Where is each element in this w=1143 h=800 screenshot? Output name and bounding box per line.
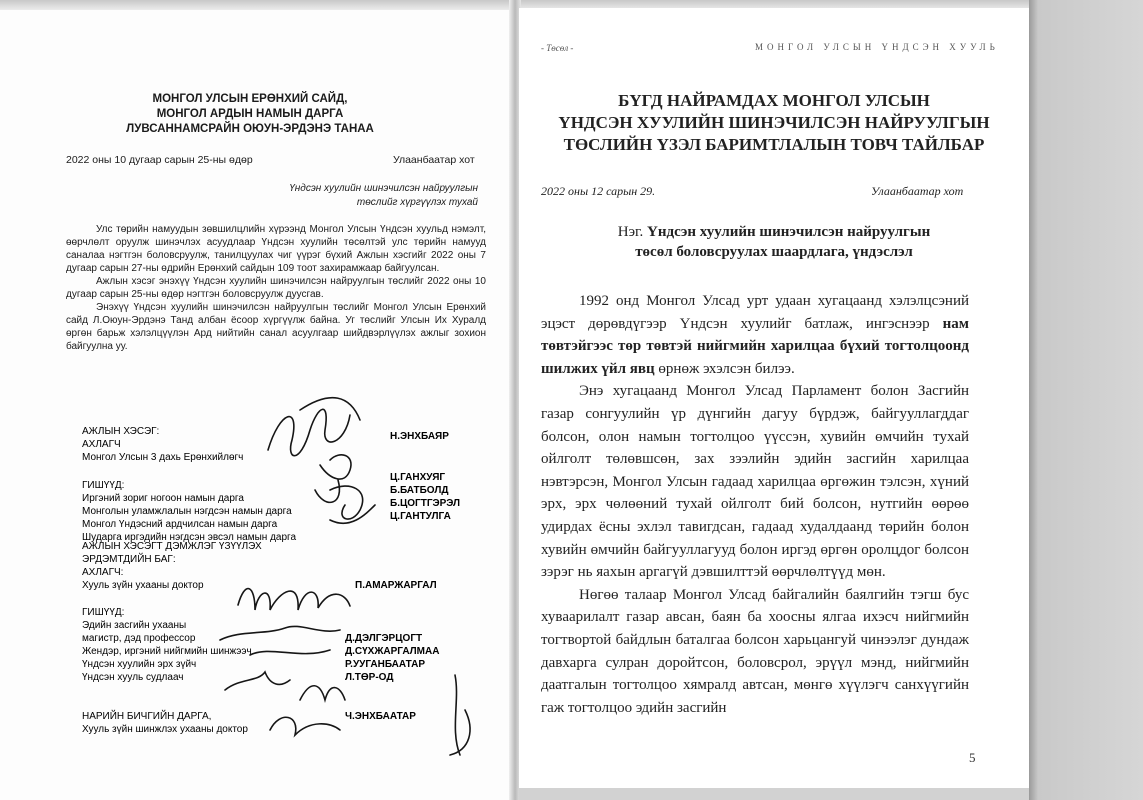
page-number: 5	[969, 750, 976, 765]
section-heading	[519, 222, 1029, 262]
header-line: МОНГОЛ АРДЫН НАМЫН ДАРГА	[156, 108, 344, 120]
group2-members-label: ГИШҮҮД:	[82, 607, 125, 618]
title-line: ТӨСЛИЙН ҮЗЭЛ БАРИМТЛАЛЫН ТОВЧ ТАЙЛБАР	[563, 135, 985, 154]
group2-chair-label: АХЛАГЧ:	[82, 567, 124, 578]
secretary-role: Хууль зүйн шинжлэх ухааны доктор	[82, 724, 248, 735]
member-role: Шударга иргэдийн нэгдсэн эвсэл намын дарга	[82, 532, 297, 543]
signature-mark	[238, 589, 350, 610]
member-role: Үндсэн хуулийн эрх зүйч	[82, 659, 197, 670]
scan-edge-right	[1029, 0, 1143, 800]
member-name: Д.СҮХЖАРГАЛМАА	[345, 646, 440, 657]
member-role: Монголын уламжлалын нэгдсэн намын дарга	[82, 506, 292, 517]
group2-title-line: АЖЛЫН ХЭСЭГТ ДЭМЖЛЭГ ҮЗҮҮЛЭХ	[82, 541, 262, 552]
paragraph-bold-text: нам төвтэйгээс төр төвтэй нийгмийн харилцаа бүхий тогтолцоонд шилжих үйл явц	[541, 315, 969, 377]
member-name: Ц.ГАНТУЛГА	[390, 511, 451, 522]
header-line: МОНГОЛ УЛСЫН ЕРӨНХИЙ САЙД,	[152, 93, 348, 105]
group2-chair-role: Хууль зүйн ухааны доктор	[82, 580, 204, 591]
signature-mark	[270, 717, 340, 735]
section-title-part: Үндсэн хуулийн шинэчилсэн найруулгын	[647, 224, 931, 240]
letter-subject	[200, 182, 478, 210]
group1-title: АЖЛЫН ХЭСЭГ:	[82, 426, 160, 437]
right-page	[519, 8, 1029, 788]
member-name: Б.БАТБОЛД	[390, 485, 449, 496]
group2-title-line: ЭРДЭМТДИЙН БАГ:	[82, 554, 176, 565]
signature-mark	[315, 455, 351, 503]
secretary-title: НАРИЙН БИЧГИЙН ДАРГА,	[82, 711, 212, 722]
letter-paragraph: Улс төрийн намуудын зөвшилцлийн хүрээнд Монгол Улсын Үндсэн хуульд нэмэлт, өөрчлөлт оруулж шинэчлэх асуудлаар Үндсэн хуулийн төсөлтэй улс төрийн намууд саналаа нэгтгэн боловсруулж, танилцуулах чиг үүрэг бүхий Ажлын хэсгийг 2022 оны 7 дугаар сарын 27-ны өдрийн Ерөнхий сайдын 109 тоот захирамжаар байгуулсан.	[66, 224, 486, 274]
subject-line: төслийг хүргүүлэх тухай	[356, 197, 478, 208]
left-page	[0, 10, 512, 800]
paragraph-text: 1992 онд Монгол Улсад урт удаан хугацаанд хэлэлцсэний эцэст дөрөвдүгээр Үндсэн хуулийг батлаж, ингэснээр	[541, 293, 969, 332]
subject-line: Үндсэн хуулийн шинэчилсэн найруулгын	[289, 183, 478, 194]
letter-city: Улаанбаатар хот	[393, 154, 475, 166]
letter-date: 2022 оны 10 дугаар сарын 25-ны өдөр	[66, 154, 253, 166]
section-title-part: төсөл боловсруулах шаардлага, үндэслэл	[635, 244, 913, 260]
signature-mark	[268, 398, 360, 456]
signature-mark	[300, 686, 345, 700]
member-role: Эдийн засгийн ухааны	[82, 620, 187, 631]
letter-header	[0, 92, 500, 137]
running-header-right: МОНГОЛ УЛСЫН ҮНДСЭН ХУУЛЬ	[755, 42, 999, 52]
signature-mark	[225, 672, 290, 690]
member-name: Д.ДЭЛГЭРЦОГТ	[345, 633, 423, 644]
section-prefix: Нэг.	[617, 224, 644, 240]
signature-mark	[330, 486, 375, 523]
member-name: Б.ЦОГТГЭРЭЛ	[390, 498, 461, 509]
group1-chair-role: Монгол Улсын 3 дахь Ерөнхийлөгч	[82, 452, 244, 463]
member-name: Ц.ГАНХУЯГ	[390, 472, 446, 483]
secretary-name: Ч.ЭНХБААТАР	[345, 711, 416, 722]
body-paragraph	[541, 290, 969, 380]
group1-members-label: ГИШҮҮД:	[82, 480, 125, 491]
member-role: Жендэр, иргэний нийгмийн шинжээч	[82, 646, 252, 657]
body-paragraph: Нөгөө талаар Монгол Улсад байгалийн баялгийн тэгш бус хуваарилалт газар авсан, баян ба хоосны ялгаа ихэсч нийгмийн тогтвортой байдлын баталгаа болсон харьцангуй чинээлэг дундаж давхарга сулран доройтсон, боловсрол, эрүүл мэнд, нийгмийн даатгалын тогтолцоо хямралд автсан, мөнгө хүүлэгч санхүүгийн гаж тогтолцоо эдийн засгийн	[541, 586, 969, 716]
paragraph-text: өрнөж эхэлсэн билээ.	[658, 360, 795, 377]
member-name: Р.УУГАНБААТАР	[345, 659, 425, 670]
letter-body	[66, 223, 486, 353]
member-role: Монгол Үндэсний ардчилсан намын дарга	[82, 519, 278, 530]
group1-chair-label: АХЛАГЧ	[82, 439, 121, 450]
member-role: Үндсэн хууль судлаач	[82, 672, 184, 683]
body-paragraph: Энэ хугацаанд Монгол Улсад Парламент болон Засгийн газар сонгуулийн үр дүнгийн дагуу бүрдэж, байгууллагддаг болсон, олон намын тогтолцоо үүссэн, хувийн өмчийн тухай ойлголт төлөвшсөн, зах зээлийн эдийн засгийн харилцаа нэвтэрсэн, Монгол Улсын гадаад харилцаа өргөжин тэлсэн, хүний эрх, эрх чөлөөний тухай ойлголт бий болсон, нутгийн өөрөө удирдах ёсны эхлэл тавигдсан, гадаад худалдаанд төрийн болон хувийн өмчийн байгууллагууд болон иргэд өргөн оролцдог болсон зэрэг нь яахын аргагүй дэвшилттэй өөрчлөлтүүд мөн.	[541, 383, 969, 581]
group1-chair-name: Н.ЭНХБАЯР	[390, 431, 449, 442]
scan-edge-bottom	[519, 788, 1029, 800]
document-date: 2022 оны 12 сарын 29.	[541, 184, 656, 198]
member-role: магистр, дэд профессор	[82, 633, 196, 644]
document-body	[541, 290, 969, 719]
signature-mark	[450, 675, 470, 755]
member-role: Иргэний зориг ногоон намын дарга	[82, 493, 244, 504]
document-title	[519, 90, 1029, 156]
letter-paragraph: Энэхүү Үндсэн хуулийн шинэчилсэн найруулгын төслийг Монгол Улсын Ерөнхий сайд Л.Оюун-Эрдэнэ Танд албан ёсоор хүргүүлж байна. Уг төслийг Улсын Их Хуралд өргөн барьж хэлэлцүүлэн Ард нийтийн санал асуулгаар шийдвэрлүүлэх ажлыг зохион байгуулна уу.	[66, 302, 486, 352]
document-city: Улаанбаатар хот	[871, 184, 964, 198]
member-name: Л.ТӨР-ОД	[345, 672, 394, 683]
running-header-left: - Төсөл -	[541, 43, 574, 53]
group2-chair-name: П.АМАРЖАРГАЛ	[355, 580, 437, 591]
letter-paragraph: Ажлын хэсэг энэхүү Үндсэн хуулийн шинэчилсэн найруулгын төслийг 2022 оны 10 дугаар сарын 25-ны өдөр нэгтгэн боловсруулж дуусгав.	[66, 276, 486, 300]
title-line: БҮГД НАЙРАМДАХ МОНГОЛ УЛСЫН	[618, 91, 930, 110]
header-line: ЛУВСАННАМСРАЙН ОЮУН-ЭРДЭНЭ ТАНАА	[126, 123, 374, 135]
section-heading-line	[519, 222, 1029, 242]
title-line: ҮНДСЭН ХУУЛИЙН ШИНЭЧИЛСЭН НАЙРУУЛГЫН	[558, 113, 990, 132]
